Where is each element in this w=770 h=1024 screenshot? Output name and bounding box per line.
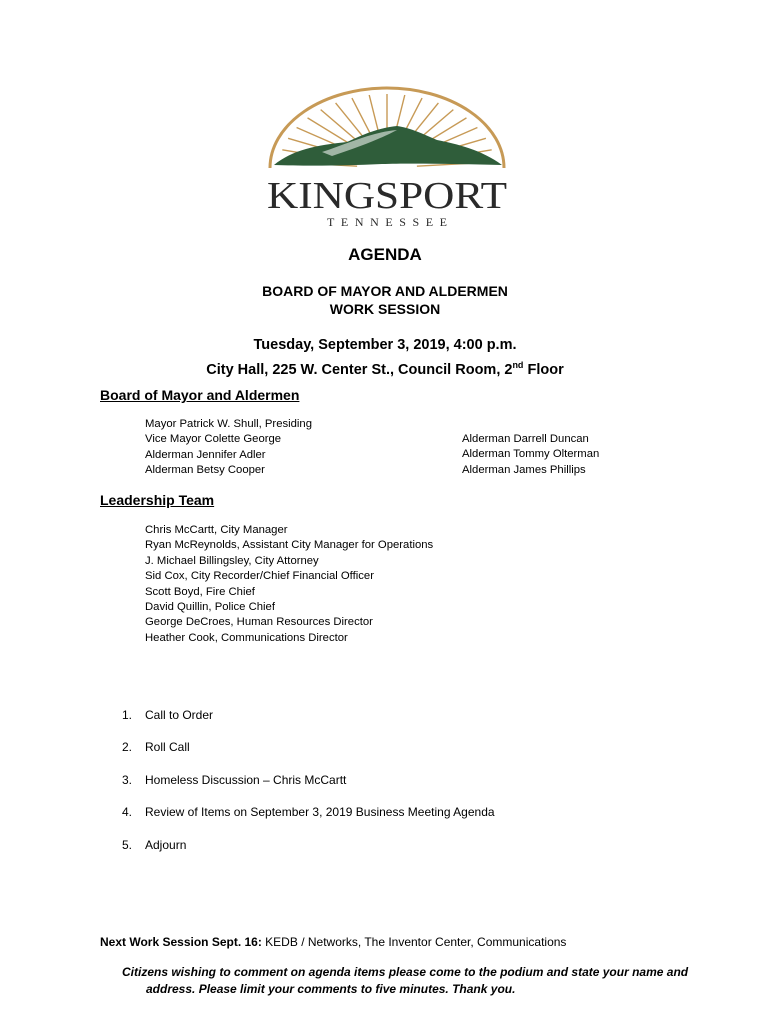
agenda-item-text: Call to Order: [145, 708, 214, 722]
next-session-text: KEDB / Networks, The Inventor Center, Communications: [261, 935, 567, 949]
board-member: Alderman Jennifer Adler: [145, 448, 266, 461]
kingsport-logo: [262, 80, 512, 230]
agenda-item-number: 4.: [122, 805, 133, 819]
agenda-item-number: 3.: [122, 773, 133, 787]
board-member: Vice Mayor Colette George: [145, 433, 282, 446]
agenda-title: AGENDA: [348, 245, 422, 264]
meeting-title-line1: BOARD OF MAYOR AND ALDERMEN: [262, 283, 508, 299]
board-member: Alderman Darrell Duncan: [462, 433, 589, 445]
agenda-item: [0, 805, 770, 821]
leadership-section-title: Leadership Team: [100, 492, 215, 508]
leadership-list: [145, 523, 433, 646]
next-session-note: [100, 935, 566, 949]
leadership-member: J. Michael Billingsley, City Attorney: [145, 554, 319, 567]
agenda-item-number: 2.: [122, 740, 133, 754]
leadership-member: Sid Cox, City Recorder/Chief Financial Officer: [145, 570, 374, 583]
agenda-item-number: 5.: [122, 838, 133, 852]
agenda-item: [0, 838, 770, 854]
citizens-note-line1: Citizens wishing to comment on agenda items please come to the podium and state your name and: [122, 965, 689, 979]
meeting-title-line2: WORK SESSION: [329, 301, 441, 317]
board-member: Alderman Tommy Olterman: [462, 448, 600, 461]
agenda-item: [0, 708, 770, 724]
board-section-title: Board of Mayor and Aldermen: [100, 387, 300, 403]
leadership-member: Heather Cook, Communications Director: [145, 631, 348, 644]
next-session-label: Next Work Session Sept. 16:: [100, 935, 262, 949]
agenda-item-text: Review of Items on September 3, 2019 Business Meeting Agenda: [145, 805, 495, 819]
meeting-title: [0, 282, 770, 318]
leadership-member: Scott Boyd, Fire Chief: [145, 585, 255, 598]
agenda-item: [0, 773, 770, 789]
meeting-date: Tuesday, September 3, 2019, 4:00 p.m.: [253, 337, 517, 353]
leadership-member: George DeCroes, Human Resources Director: [145, 616, 373, 629]
agenda-item-text: Roll Call: [145, 740, 190, 754]
agenda-item-text: Homeless Discussion – Chris McCartt: [145, 773, 347, 787]
leadership-member: Ryan McReynolds, Assistant City Manager for Operations: [145, 539, 434, 552]
board-member: Mayor Patrick W. Shull, Presiding: [145, 418, 312, 430]
meeting-details: [0, 335, 770, 380]
board-left-list: [145, 417, 312, 479]
board-right-list: [462, 432, 599, 478]
leadership-member: Chris McCartt, City Manager: [145, 524, 288, 536]
agenda-item: [0, 740, 770, 756]
board-member: Alderman Betsy Cooper: [145, 464, 265, 477]
board-member: Alderman James Phillips: [462, 463, 586, 476]
citizens-comment-note: [122, 964, 722, 998]
meeting-location: City Hall, 225 W. Center St., Council Room, 2nd Floor: [206, 360, 564, 378]
agenda-item-number: 1.: [122, 708, 133, 722]
logo-state: TENNESSEE: [327, 215, 447, 229]
agenda-item-text: Adjourn: [145, 838, 187, 852]
leadership-member: David Quillin, Police Chief: [145, 601, 275, 614]
logo-wordmark: KINGSPORT: [267, 175, 507, 217]
citizens-note-line2: address. Please limit your comments to five minutes. Thank you.: [146, 982, 516, 996]
